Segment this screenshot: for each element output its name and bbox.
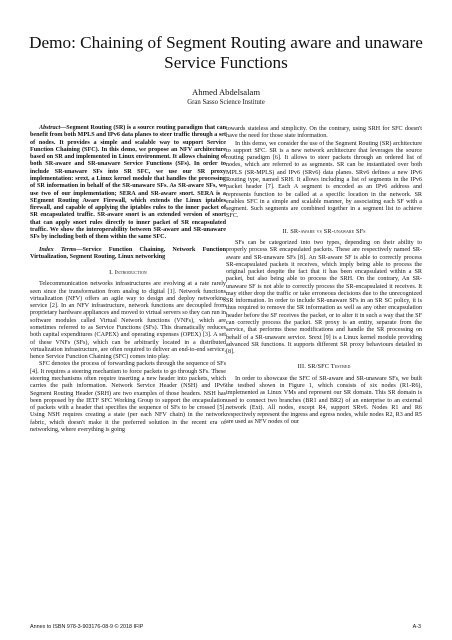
author-name: Ahmed Abdelsalam — [191, 87, 261, 97]
paper-title: Demo: Chaining of Segment Routing aware and unaware Service Functions — [29, 33, 423, 72]
intro-paragraph-4: In this demo, we consider the use of the Segment Routing (SR) architecture to support SFC. SR is a new network architecture that leverages the source routing paradigm [6]. It allows to steer packets through an ordered list of nodes, which are referred to as segments. SR can be instantiated over both MPLS (SR-MPLS) and IPv6 (SRv6) data planes. SRv6 defines a new IPv6 Routing type, named SRH. It allows including a list of segments in the IPv6 packet header [7]. Each A segment is encoded as an IPv6 address and represents function to be called at a specific location in the network. SR enables SFC in a simple and scalable manner, by associating each SF with a segment. Such segments are combined together in a segment list to achieve SFC. — [226, 140, 422, 220]
abstract — [30, 125, 226, 242]
section-heading-sr-aware-vs-unaware: II. SR-aware vs SR-unaware SFs — [282, 227, 366, 235]
abstract-label: Abstract — [39, 125, 61, 131]
footer-isbn: Annex to ISBN 978-3-903176-08-9 © 2018 IFIP — [30, 624, 144, 630]
intro-paragraph-3: towards stateless and simplicity. On the contrary, using SRH for SFC doesn't have the need for those state information. — [226, 126, 422, 140]
testbed-paragraph-1: In order to showcase the SFC of SR-aware and SR-unaware SFs, we built the testbed shown in Figure 1, which consists of six nodes (R1-R6), implemented as Linux VMs and represent our SR domain. This SR domain is used to connect two branches (BR1 and BR2) of an enterprise to an external network (Ext). All nodes, except R4, support SRv6. Nodes R1 and R6 respectively represent the ingress and egress nodes, while nodes R2, R3 and R5 are used as NFV nodes of our — [226, 375, 422, 426]
section-heading-introduction: I. Introduction — [109, 269, 147, 277]
left-column — [30, 125, 226, 434]
intro-paragraph-2: SFC denotes the process of forwarding packets through the sequence of SFs [4]. It requires a steering mechanism to force packets to go through SFs. These steering mechanisms often require inserting a new header into packets, which carries the path information. Network Service Header (NSH) and IPv6 Segment Routing Header (SRH) are two examples of those headers. NSH has been proposed by the IETF SFC Working Group to support the encapsulation of packets with a header that specifies the sequence of SFs to be crossed [5]. Using NSH requires creating a state (per each NFV chain) in the network fabric, which doesn't make it the preferred solution in the recent era of networking, where everything is going — [30, 361, 226, 433]
index-terms — [30, 247, 226, 262]
author-affiliation: Gran Sasso Science Institute — [187, 99, 265, 106]
sfs-paragraph-1: SFs can be categorized into two types, depending on their ability to properly process SR encapsulated packets. These are respectively named SR-aware and SR-unaware SFs [8]. An SR-aware SF is able to correctly process SR-encapsulated packets it receives, which imply being able to process the original packet despite the fact that it has been encapsulated within a SR packet, but also being able to process the SRH. On the contrary, An SR-unaware SF is not able to correctly process the SR-encapsulated it receives. It may either drop the traffic or take erroneous decisions due to the unrecognized SR information. In order to include SR-unaware SFs in an SR SC policy, it is thus required to remove the SR information as well as any other encapsulation header before the SF receives the packet, or to alter it in such a way that the SF can correctly process the packet. SR proxy is an entity, separate from the service, that performs these modifications and handle the SR processing on behalf of a SR-unaware service. Srext [9] is a Linux kernel module providing advanced SR functions. It supports different SR proxy behaviours detailed in [8]. — [226, 239, 422, 356]
section-heading-testbed: III. SR/SFC Testbed — [297, 363, 351, 371]
page-number: A-3 — [412, 624, 421, 630]
right-column — [226, 126, 422, 427]
index-terms-label: Index Terms — [39, 246, 77, 253]
index-terms-text: —Service Function Chaining, Network Function Virtualization, Segment Routing, Linux networking — [30, 246, 226, 260]
abstract-text: —Segment Routing (SR) is a source routing paradigm that can benefit from both MPLS and IPv6 data planes to steer traffic through a set of nodes. It provides a simple and scalable way to support Service Function Chaining (SFC). In this demo, we propose an NFV architecture based on SR and implemented in Linux environment. It allows chaining of both SR-aware and SR-unaware Service Functions (SFs). In order to include SR-unaware SFs into SR SFC, we use our SR proxy implementation: srext, a Linux kernel module that handles the processing of SR information in behalf of the SR-unaware SFs. As SR-aware SFs, we use two of our implementation; SERA and SR-aware snort. SERA is a SEgment Routing Aware Firewall, which extends the Linux iptables firewall, and capable of applying the iptables rules to the inner packet of SR encapsulated traffic. SR-aware snort is an extended version of snort that can apply snort rules directly to inner packet of SR encapsulated traffic. We show the interoperability between SR-aware and SR-unaware SFs by including both of them within the same SFC. — [30, 125, 226, 241]
intro-paragraph-1: Telecommunication networks infrastructures are evolving at a rate rarely seen since the transformation from analog to digital [1]. Network functions virtualization (NFV) offers an agile way to design and deploy networking service [2]. In an NFV infrastructure, network functions are decoupled from proprietary hardware appliances and moved to virtual servers so they can run in software modules called Virtual Network functions (VNFs), which are sometimes referred to as Service Functions (SFs). This dramatically reduces both capital expenditures (CAPEX) and operating expenses (OPEX) [3]. A set of these VNFs (SFs), which can be arbitrarily located in a distributed virtualization infrastructure, are often required to deliver an end-to-end service, hence Service Function Chaining (SFC) comes into play. — [30, 281, 226, 361]
